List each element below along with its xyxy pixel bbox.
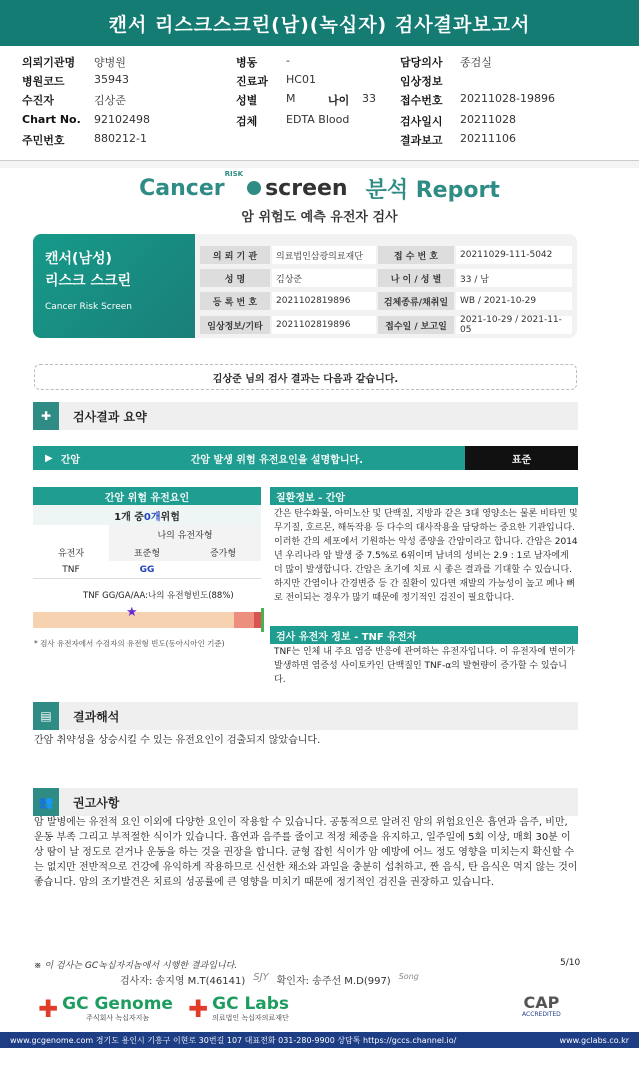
card-value: 의료법인삼광의료재단 (272, 246, 376, 264)
my-genotype-label: 나의 유전자형 (109, 525, 261, 543)
gc-genome-logo (38, 995, 173, 1023)
tester-signature-image: SJY (253, 972, 269, 983)
tester: 검사자: 송지영 M.T(46141) (120, 976, 246, 987)
report-title: 캔서 리스크스크린(남)(녹십자) 검사결과보고서 (0, 0, 639, 46)
card-key: 등 록 번 호 (200, 292, 270, 310)
advice-header (33, 788, 578, 816)
report-subtitle: 암 위험도 예측 유전자 검사 (241, 210, 398, 225)
info-value: 880212-1 (94, 132, 147, 145)
info-label: 접수번호 (400, 94, 443, 107)
disease-info-header: 질환정보 - 간암 (270, 487, 578, 505)
gene-info-text: TNF는 인체 내 주요 염증 반응에 관여하는 유전자입니다. 이 유전자에 변이가 발생하면 염증성 사이토카인 단백질인 TNF-α의 발현량이 증가할 수 있습니다. (274, 647, 576, 685)
gc-labs-logo (188, 995, 289, 1023)
distribution-segment-ga (234, 612, 255, 628)
age-label: 나이 (328, 94, 350, 107)
info-label: 성별 (236, 94, 258, 107)
info-label: 담당의사 (400, 56, 443, 69)
gc-genome-sub: 주식회사 녹십자지놈 (86, 1014, 150, 1022)
card-title-panel (33, 234, 195, 338)
card-value: WB / 2021-10-29 (456, 292, 572, 310)
gene-name: TNF (62, 564, 80, 575)
card-key: 나 이 / 성 별 (378, 269, 454, 287)
risk-count-highlight: 0개 (143, 511, 161, 523)
info-label: 임상정보 (400, 75, 443, 88)
summary-cancer: 간암 (60, 454, 81, 466)
card-value: 2021-10-29 / 2021-11-05 (456, 316, 572, 334)
confirmer: 확인자: 송주선 M.D(997) (276, 976, 391, 987)
column-header-row (33, 543, 261, 561)
card-title-en: Cancer Risk Screen (45, 302, 133, 312)
info-value: 양병원 (94, 56, 126, 69)
gene-info-header: 검사 유전자 정보 - TNF 유전자 (270, 626, 578, 644)
people-icon: 👥 (33, 788, 59, 816)
info-label: 병원코드 (22, 75, 65, 88)
info-value: M (286, 92, 296, 105)
disease-info-text: 간은 탄수화물, 아미노산 및 단백질, 지방과 같은 3대 영양소는 물론 비타민 및 무기질, 호르몬, 해독작용 등 다수의 대사작용을 담당하는 중요한 기관입니다. 이러한 간의 세포에서 기원하는 악성 종양을 간암이라고 합니다. 간암은 2014년 우리나라 암 발생 중 7.5%로 6위이며 남녀의 성비는 2.9 : 1로 남자에게 더 많이 발생합니다. 간암은 초기에 치료 시 좋은 결과를 기대할 수 있습니다. 하지만 간염이나 간경변증 등 간 질환이 있다면 재발의 가능성이 높고 폐나 뼈로 전이되는 경우가 많기 때문에 정기적인 검진이 필요합니다. (274, 509, 578, 603)
info-label: 진료과 (236, 75, 268, 88)
gene-row (33, 561, 261, 579)
card-key: 접수일 / 보고일 (378, 316, 454, 334)
accent-mark (261, 608, 264, 632)
summary-header (33, 402, 578, 430)
logo-dot-icon (247, 181, 261, 195)
cap-name: CAP (523, 993, 560, 1012)
summary-bar (33, 446, 578, 470)
card-title-2: 리스크 스크린 (45, 273, 132, 289)
cap-logo (522, 995, 561, 1018)
info-value: - (286, 54, 290, 67)
card-key: 접 수 번 호 (378, 246, 454, 264)
info-label: 병동 (236, 56, 258, 69)
summary-status: 표준 (465, 446, 578, 470)
genotype-distribution-bar (33, 612, 261, 628)
info-label: 검사일시 (400, 115, 443, 128)
info-label: 검체 (236, 115, 258, 128)
footer-address: www.gcgenome.com 경기도 용인시 기흥구 이현로 30번길 107 대표전화 031-280-9900 상담톡 https://gccs.channel.io/ (10, 1035, 457, 1045)
patient-info (0, 52, 639, 150)
gene-table-title: 간암 위험 유전요인 (33, 487, 261, 505)
info-value: 92102498 (94, 113, 150, 126)
info-value: EDTA Blood (286, 113, 350, 126)
logo-screen: screen (265, 175, 348, 201)
interpretation-text: 간암 취약성을 상승시킬 수 있는 유전요인이 검출되지 않았습니다. (34, 735, 321, 746)
signatures (120, 972, 419, 987)
card-title-1: 캔서(남성) (45, 251, 112, 267)
advice-title: 권고사항 (73, 795, 120, 810)
info-value: 20211028 (460, 113, 516, 126)
summary-desc: 간암 발생 위험 유전요인을 설명합니다. (190, 454, 363, 466)
col-standard: 표준형 (109, 543, 185, 561)
card-key: 임상정보/기타 (200, 316, 270, 334)
card-value: 2021102819896 (272, 316, 376, 334)
gc-genome-name: GC Genome (62, 994, 173, 1014)
info-value: HC01 (286, 73, 316, 86)
advice-text: 암 발병에는 유전적 요인 이외에 다양한 요인이 작용할 수 있습니다. 공통적으로 알려진 암의 위험요인은 흡연과 음주, 비만, 운동 부족 그리고 부적절한 식이가 있습니다. 흡연과 음주를 줄이고 적정 체중을 유지하고, 일주일에 5회 이상, 매회 30분 이상 땀이 날 정도로 걷거나 운동을 하는 것을 권장을 합니다. 균형 잡힌 식이가 암 예방에 어느 정도 영향을 미치는지 확신할 수는 없지만 전반적으로 건강에 유익하게 작용하므로 신선한 채소와 과일을 충분히 섭취하고, 짠 음식, 탄 음식은 먹지 않는 것이 좋습니다. 암의 조기발견은 치료의 성공률에 큰 영향을 미치기 때문에 정기적인 검진을 권장하고 있습니다. (34, 817, 578, 888)
interpretation-title: 결과해석 (73, 709, 120, 724)
col-gene: 유전자 (57, 548, 85, 559)
card-key: 의 뢰 기 관 (200, 246, 270, 264)
my-genotype-star-icon: ★ (126, 605, 138, 620)
age-value: 33 (362, 92, 376, 105)
clipboard-icon: ▤ (33, 702, 59, 730)
summary-bar-left (33, 446, 465, 470)
gc-cross-icon: ✚ (188, 995, 209, 1023)
page-number: 5/10 (560, 958, 581, 968)
col-increase: 증가형 (185, 543, 261, 561)
summary-title: 검사결과 요약 (73, 409, 147, 424)
info-value: 종검실 (460, 56, 492, 69)
risk-count-tail: 위험 (160, 511, 180, 523)
gene-risk-table (33, 487, 261, 601)
gc-labs-name: GC Labs (212, 994, 290, 1014)
gc-cross-icon: ✚ (38, 995, 59, 1023)
info-label: 주민번호 (22, 134, 65, 147)
cancer-screen-logo (0, 170, 639, 206)
distribution-segment-aa (254, 612, 261, 628)
confirmer-signature-image: Song (398, 972, 419, 981)
card-value: 2021102819896 (272, 292, 376, 310)
interpretation-header (33, 702, 578, 730)
result-notice: 김상준 님의 검사 결과는 다음과 같습니다. (34, 364, 577, 390)
footer-url: www.gclabs.co.kr (559, 1035, 629, 1045)
card-key: 성 명 (200, 269, 270, 287)
logo-risk: RISK (224, 170, 244, 178)
footer-bar (0, 1032, 639, 1048)
cap-sub: ACCREDITED (522, 1011, 561, 1018)
info-label: 결과보고 (400, 134, 443, 147)
distribution-note: * 검사 유전자에서 수검자의 유전형 빈도(동아시아인 기준) (34, 639, 225, 648)
section-divider (0, 160, 639, 168)
gene-genotype: GG (139, 564, 155, 575)
risk-count-row (33, 505, 261, 525)
logo-analysis: 분석 Report (365, 177, 500, 203)
distribution-label: TNF GG/GA/AA:나의 유전형빈도(88%) (83, 591, 234, 601)
play-icon: ▶ (45, 452, 53, 464)
info-label: 의뢰기관명 (22, 56, 76, 69)
info-value: 35943 (94, 73, 129, 86)
info-value: 20211106 (460, 132, 516, 145)
card-key: 검체종류/채취일 (378, 292, 454, 310)
info-label: Chart No. (22, 113, 81, 126)
info-value: 김상준 (94, 94, 126, 107)
gc-labs-sub: 의료법인 녹십자의료재단 (212, 1014, 289, 1022)
card-value: 20211029-111-5042 (456, 246, 572, 264)
card-value: 김상준 (272, 269, 376, 287)
genotype-header-row (33, 525, 261, 543)
card-value: 33 / 남 (456, 269, 572, 287)
footer-logos (38, 995, 598, 1031)
card-table (200, 246, 572, 336)
logo-cancer: Cancer (139, 175, 225, 201)
risk-count: 1개 중 (114, 511, 144, 523)
footer-note: ※ 이 검사는 GC녹십자지놈에서 시행한 결과입니다. (34, 961, 238, 971)
plus-doc-icon: ✚ (33, 402, 59, 430)
info-label: 수진자 (22, 94, 54, 107)
info-value: 20211028-19896 (460, 92, 555, 105)
